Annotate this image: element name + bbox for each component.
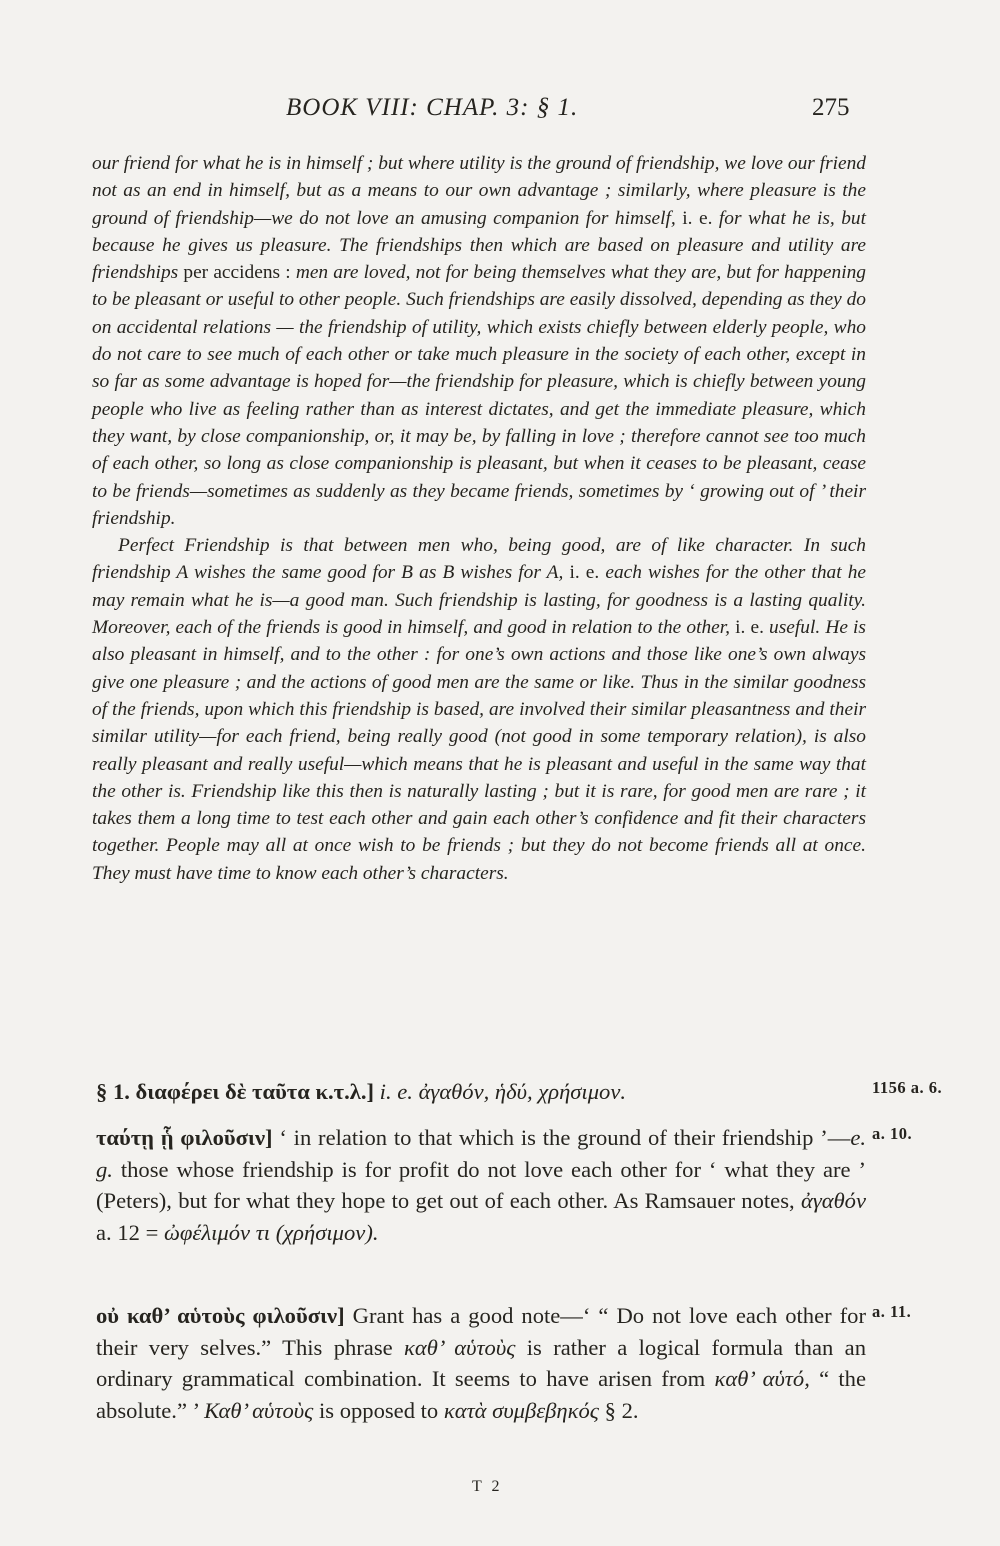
note-text: i. e. ἀγαθόν, ἡδύ, χρήσιμον.: [374, 1079, 627, 1104]
note-text: is opposed to: [313, 1397, 444, 1423]
running-head: BOOK VIII: CHAP. 3: § 1.: [286, 94, 579, 121]
note-text: Grant has a good note—‘ “ Do not love each other for their very selves.” This phrase: [96, 1303, 866, 1360]
summary-text: each wishes for the other that he may remain what he is—a good man. Such friendship is lasting, for goodness is a lasting quality. Moreover, each of the friends is good in himself, and good in relation to the other,: [92, 562, 866, 639]
summary-text: Perfect Friendship is that between men who, being good, are of like character. In such friendship A wishes the same good for B as B wishes for A,: [92, 535, 866, 584]
printer-signature: T 2: [472, 1478, 503, 1495]
note-text-italic: κατὰ συμβεβηκός: [443, 1397, 599, 1423]
note-text: ‘ in relation to that which is the ground of their friendship ’—: [272, 1125, 851, 1150]
note-lemma: οὐ καθ’ αὑτοὺς φιλοῦσιν]: [96, 1303, 345, 1328]
note-text-italic: καθ’ αὑτοὺς: [404, 1334, 516, 1360]
note-text: § 2.: [598, 1397, 639, 1423]
chapter-summary: [92, 150, 866, 887]
commentary-note-2: [96, 1122, 866, 1248]
page-number: 275: [812, 94, 850, 121]
note-text-italic: ἀγαθόν: [800, 1188, 866, 1213]
note-lemma: § 1. διαφέρει δὲ ταῦτα κ.τ.λ.]: [96, 1079, 375, 1104]
summary-text-roman: i. e.: [569, 562, 600, 584]
note-text-italic: Καθ’ αὑτοὺς: [204, 1397, 314, 1423]
summary-text-roman: per accidens :: [183, 262, 291, 284]
margin-line-ref: a. 10.: [872, 1124, 913, 1143]
note-text-italic: e. g.: [96, 1125, 866, 1182]
summary-text: useful. He is also pleasant in himself, and to the other : for one’s own actions and those like one’s own always give one pleasure ; and the actions of good men are the same or like. Thus in the similar goodness of the friends, upon which this friendship is based, are involved their similar pleasantness and their similar utility—for each friend, being really good (not good in some temporary relation), is also really pleasant and really useful—which means that he is pleasant and useful in the same way that the other is. Friendship like this then is naturally lasting ; but it is rare, for good men are rare ; it takes them a long time to test each other and gain each other’s confidence and fit their characters together. People may all at once wish to be friends ; but they do not become friends all at once. They must have time to know each other’s characters.: [92, 617, 866, 884]
summary-paragraph-1: [92, 150, 866, 532]
summary-text: our friend for what he is in himself ; but where utility is the ground of friendship, we love our friend not as an end in himself, but as a means to our own advantage ; similarly, where pleasure is the ground of friendship—we do not love an amusing companion for himself,: [92, 153, 866, 229]
summary-text: men are loved, not for being themselves what they are, but for happening to be pleasant or useful to other people. Such friendships are easily dissolved, depending as they do on accidental relations — the friendship of utility, which exists chiefly between elderly people, who do not care to see much of each other or take much pleasure in the society of each other, except in so far as some advantage is hoped for—the friendship for pleasure, which is chiefly between young people who live as feeling rather than as interest dictates, and get the immediate pleasure, which they want, by close companionship, or, it may be, by falling in love ; therefore cannot see too much of each other, so long as close companionship is pleasant, but when it ceases to be pleasant, cease to be friends—sometimes as suddenly as they became friends, sometimes by ‘ growing out of ’ their friendship.: [92, 262, 866, 529]
margin-line-ref: 1156 a. 6.: [872, 1078, 943, 1097]
summary-text: for what he is, but because he gives us pleasure. The friendships then which are based on pleasure and utility are friendships: [92, 207, 866, 284]
note-text-italic: καθ’ αὑτό,: [714, 1366, 810, 1391]
note-text-italic: ὠφέλιμόν τι (χρήσιμον).: [163, 1219, 379, 1245]
note-text: a. 12 =: [96, 1219, 164, 1245]
note-text: “ the absolute.” ’: [96, 1366, 866, 1423]
commentary-note-1: [96, 1076, 866, 1108]
note-text: those whose friendship is for profit do not love each other for ‘ what they are ’ (Peters), but for what they hope to get out of each other. As Ramsauer notes,: [96, 1156, 866, 1213]
margin-line-ref: a. 11.: [872, 1302, 912, 1321]
summary-text-roman: i. e.: [735, 617, 764, 639]
summary-text-roman: i. e.: [682, 207, 713, 229]
note-text: is rather a logical formula than an ordinary grammatical combination. It seems to have arisen from: [96, 1334, 866, 1391]
note-lemma: ταύτῃ ᾗ φιλοῦσιν]: [96, 1125, 273, 1150]
summary-paragraph-2: [92, 532, 866, 887]
commentary-note-3: [96, 1300, 866, 1426]
